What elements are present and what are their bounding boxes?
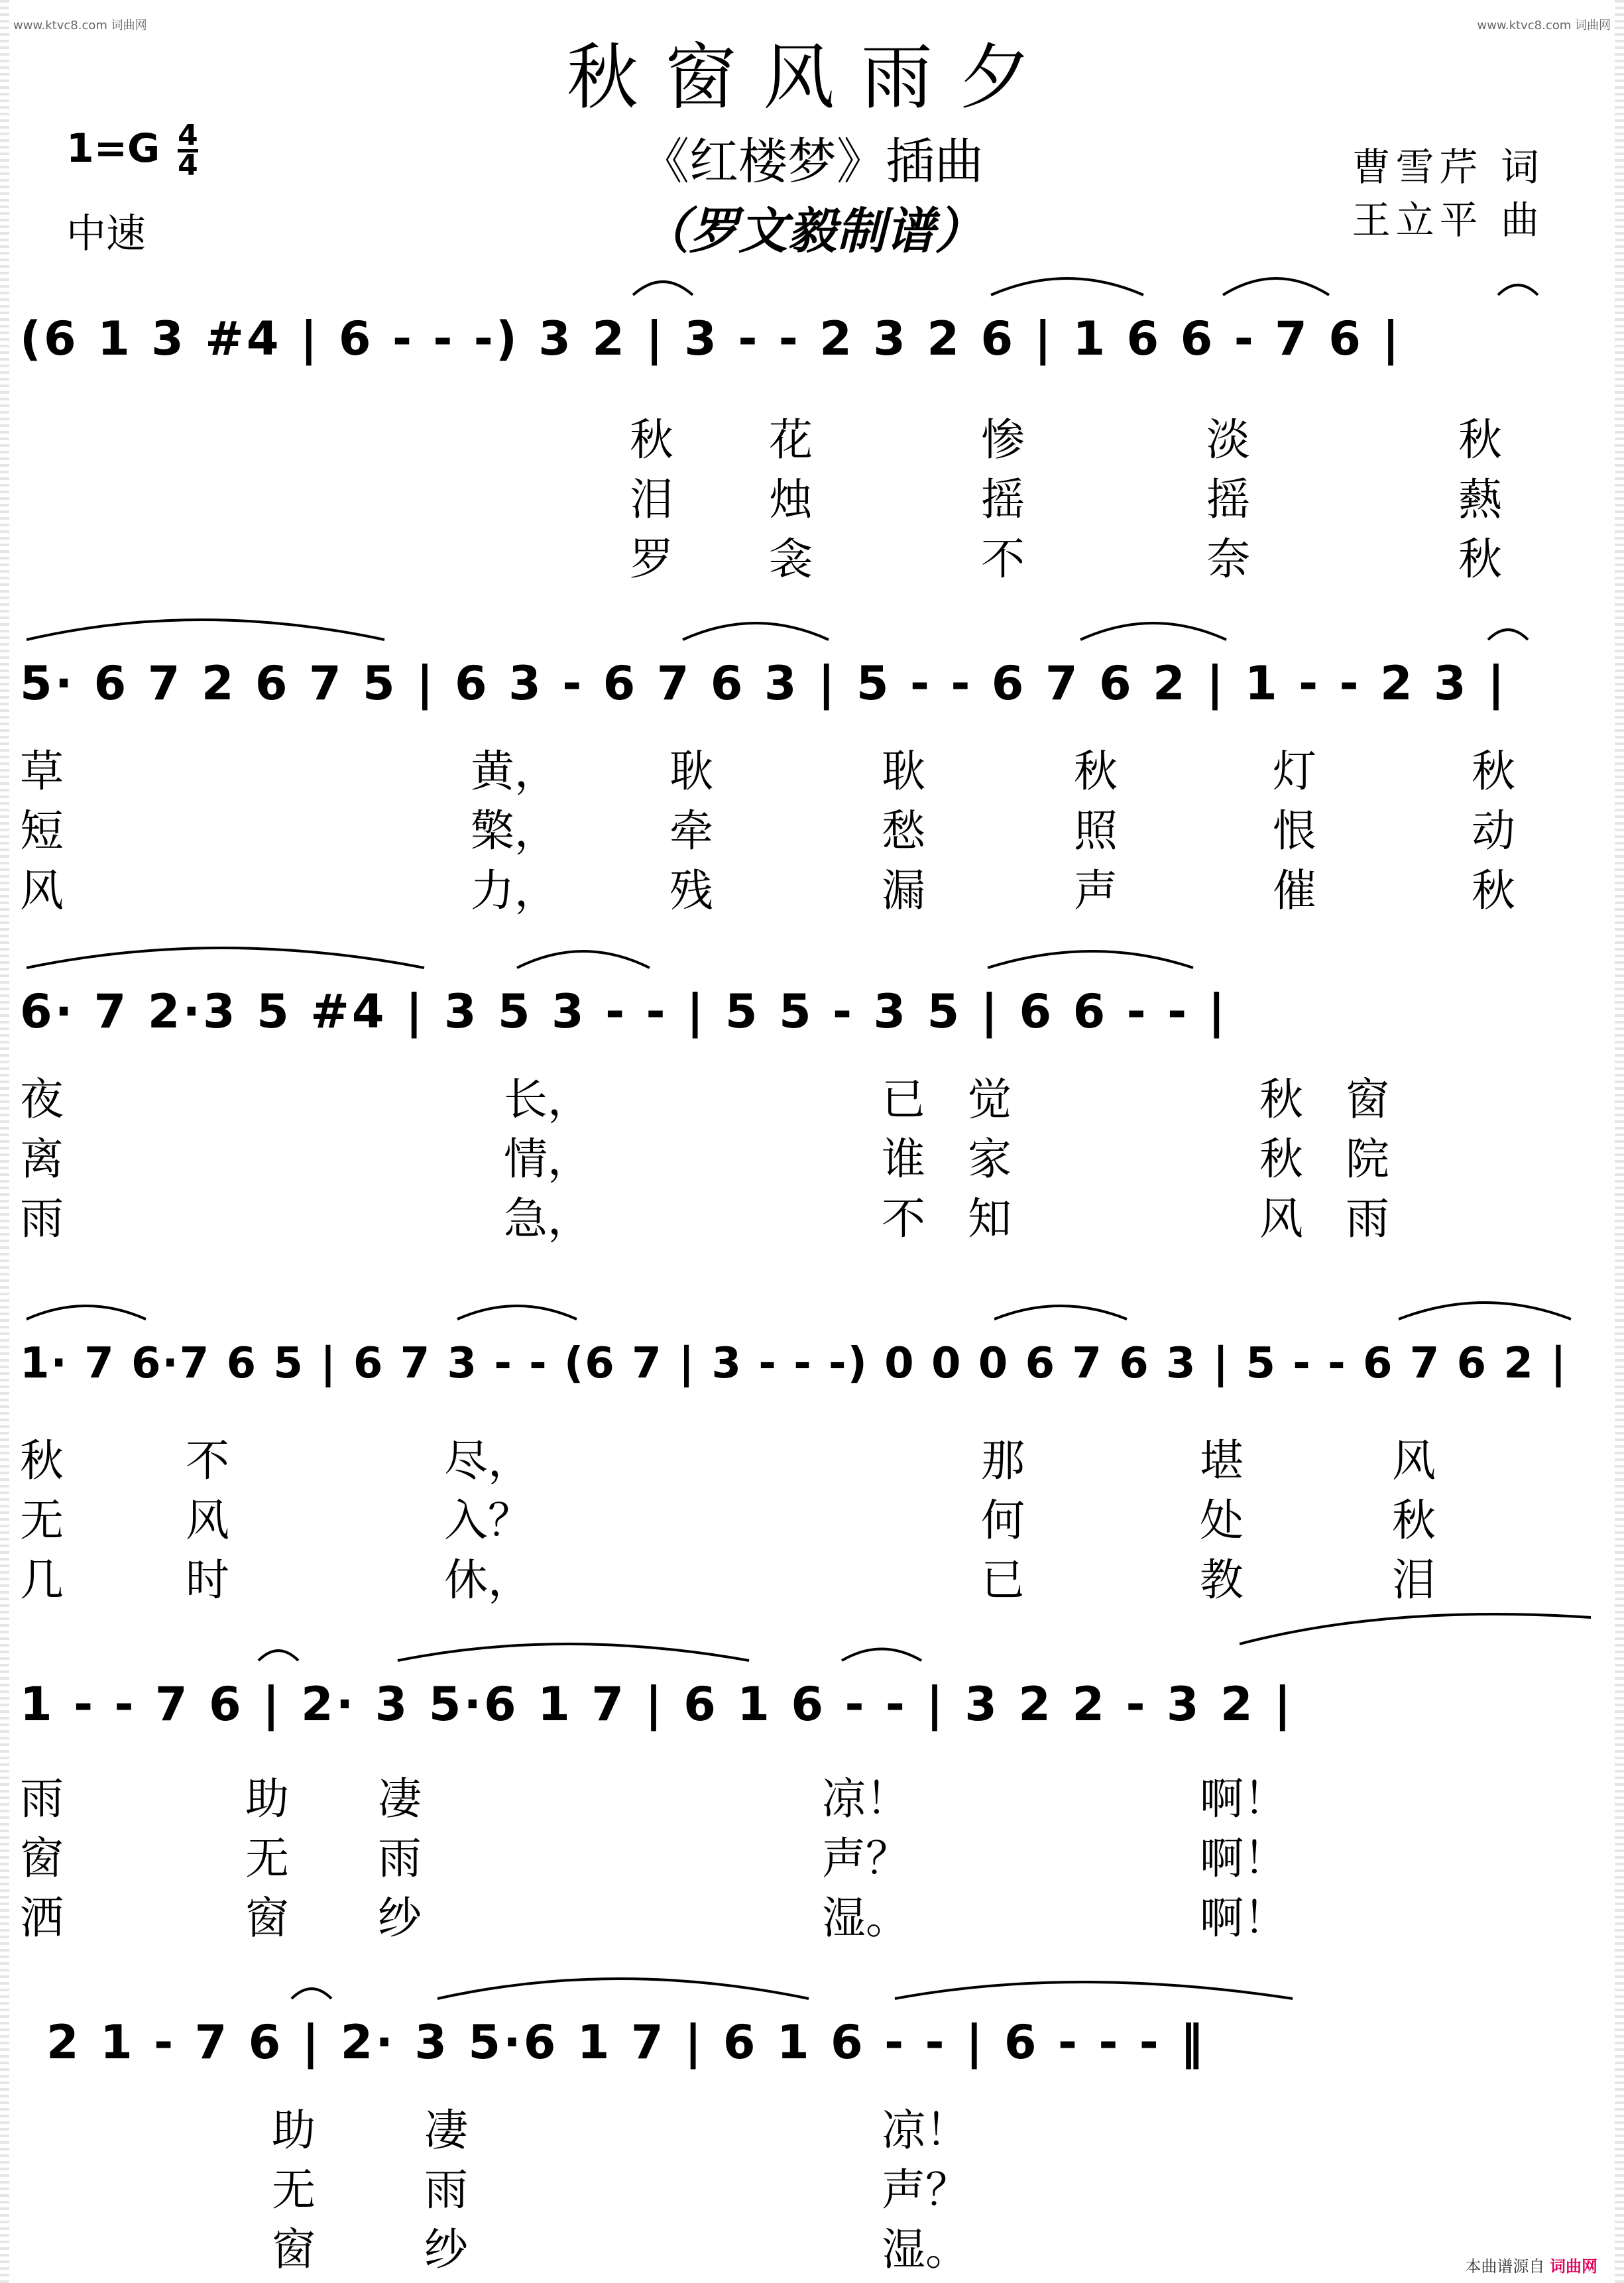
lyric-syllable: 凄 [378,1773,422,1824]
lyric-syllable: 风 [1392,1435,1436,1486]
source-footer [1465,2253,1597,2276]
lyric-syllable: 凉！ [882,2105,969,2156]
lyric-syllable: 窗 [245,1893,289,1944]
lyric-syllable: 雨 [1346,1193,1389,1244]
lyric-syllable: 谁 [882,1134,925,1185]
lyric-syllable: 洒 [20,1893,64,1944]
slur-arc [1488,630,1528,640]
lyric-syllable: 恨 [1273,805,1316,856]
lyric-syllable: 照 [1074,805,1118,856]
lyric-syllable: 纱 [424,2224,468,2275]
lyric-syllable: 秋 [630,414,673,465]
slur-arc [683,623,829,640]
slur-arc [292,1989,331,1999]
slur-arc [457,1306,577,1319]
lyric-syllable: 黄， [471,746,558,797]
lyricist-credit: 曹雪芹 词 [1352,145,1544,190]
lyric-syllable: 助 [272,2105,316,2156]
slur-arc [1498,285,1538,295]
lyric-syllable: 秋 [1458,414,1502,465]
slur-arc [27,948,424,968]
slur-arc [1240,1614,1591,1644]
lyric-syllable: 何 [981,1495,1025,1546]
slur-arc [398,1644,749,1661]
slur-arc [633,282,693,295]
lyric-syllable: 无 [20,1495,64,1546]
lyric-syllable: 短 [20,805,64,856]
lyric-syllable: 雨 [20,1773,64,1824]
lyric-syllable: 花 [769,414,813,465]
lyric-syllable: 不 [882,1193,925,1244]
time-denominator: 4 [178,148,198,182]
notes-text: 6· 7 2·3 5 #4 | 3 5 3 - - | 5 5 - 3 5 | 6 6 - - | [20,984,1228,1039]
lyric-syllable: 动 [1472,805,1515,856]
lyric-syllable: 窗 [1346,1074,1389,1125]
slur-arc [1223,278,1329,295]
lyric-syllable: 惨 [981,414,1025,465]
lyric-syllable: 无 [245,1833,289,1884]
lyric-syllable: 湿。 [822,1893,909,1944]
lyric-syllable: 那 [981,1435,1025,1486]
lyric-syllable: 风 [186,1495,229,1546]
slur-arc [1399,1303,1571,1319]
lyric-syllable: 凉！ [822,1773,909,1824]
lyric-syllable: 知 [968,1193,1012,1244]
lyric-syllable: 草 [20,746,64,797]
lyric-syllable: 不 [186,1435,229,1486]
notes-text: 1 - - 7 6 | 2· 3 5·6 1 7 | 6 1 6 - - | 3 2 2 - 3 2 | [20,1677,1294,1731]
lyric-syllable: 风 [20,865,64,916]
lyric-syllable: 处 [1200,1495,1244,1546]
lyric-syllable: 声？ [822,1833,909,1884]
lyric-syllable: 夜 [20,1074,64,1125]
lyric-syllable: 衾 [769,534,813,585]
lyric-syllable: 秋 [1472,865,1515,916]
lyric-syllable: 急， [504,1193,591,1244]
lyric-syllable: 摇 [1206,474,1250,525]
lyric-syllable: 已 [882,1074,925,1125]
slur-arc [842,1649,921,1661]
slur-arc [1080,623,1226,640]
lyric-syllable: 离 [20,1134,64,1185]
lyric-syllable: 耿 [669,746,713,797]
lyric-syllable: 烛 [769,474,813,525]
lyric-syllable: 秋 [1392,1495,1436,1546]
lyric-syllable: 几 [20,1554,64,1606]
lyric-syllable: 雨 [424,2164,468,2215]
lyric-syllable: 时 [186,1554,229,1606]
lyric-syllable: 雨 [20,1193,64,1244]
lyric-syllable: 秋 [1472,746,1515,797]
key-text: 1=G [66,125,160,172]
slur-arc [991,278,1143,295]
lyric-syllable: 情， [504,1134,591,1185]
lyric-syllable: 雨 [378,1833,422,1884]
lyric-syllable: 灯 [1273,746,1316,797]
lyric-syllable: 檠， [471,805,558,856]
slur-arc [994,1306,1127,1319]
lyric-syllable: 爇 [1458,474,1502,525]
lyric-syllable: 纱 [378,1893,422,1944]
lyric-syllable: 声 [1074,865,1118,916]
lyric-syllable: 入？ [444,1495,532,1546]
lyric-syllable: 家 [968,1134,1012,1185]
notes-text: 2 1 - 7 6 | 2· 3 5·6 1 7 | 6 1 6 - - | 6 - - - ‖ [46,2015,1206,2070]
lyric-syllable: 湿。 [882,2224,969,2275]
brand-logo-text: 词曲网 [1550,2257,1597,2276]
lyric-syllable: 无 [272,2164,316,2215]
lyric-syllable: 愁 [882,805,925,856]
lyric-syllable: 残 [669,865,713,916]
lyric-syllable: 罗 [630,534,673,585]
notes-text: 1· 7 6·7 6 5 | 6 7 3 - - (6 7 | 3 - - -) 0 0 0 6 7 6 3 | 5 - - 6 7 6 2 | [20,1339,1568,1388]
lyric-syllable: 奈 [1206,534,1250,585]
slur-arc [27,1306,146,1319]
lyric-syllable: 力， [471,865,558,916]
lyric-syllable: 啊！ [1200,1833,1287,1884]
lyric-syllable: 助 [245,1773,289,1824]
song-subtitle: 《红楼梦》插曲 [640,133,984,190]
lyric-syllable: 风 [1259,1193,1303,1244]
arranger-note: （罗文毅制谱） [640,203,984,260]
lyric-syllable: 声？ [882,2164,969,2215]
slur-arc [259,1651,298,1661]
song-title: 秋窗风雨夕 [566,36,1057,119]
lyric-syllable: 催 [1273,865,1316,916]
lyric-syllable: 啊！ [1200,1773,1287,1824]
lyric-syllable: 漏 [882,865,925,916]
lyric-syllable: 窗 [272,2224,316,2275]
lyric-syllable: 摇 [981,474,1025,525]
lyric-syllable: 秋 [1259,1074,1303,1125]
lyric-syllable: 秋 [1259,1134,1303,1185]
lyric-syllable: 泪 [630,474,673,525]
lyric-syllable: 已 [981,1554,1025,1606]
lyric-syllable: 秋 [20,1435,64,1486]
lyric-syllable: 教 [1200,1554,1244,1606]
lyric-syllable: 不 [981,534,1025,585]
lyric-syllable: 秋 [1074,746,1118,797]
composer-credit: 王立平 曲 [1352,198,1544,243]
lyric-syllable: 堪 [1200,1435,1244,1486]
source-text: 本曲谱源自 [1465,2257,1545,2276]
lyric-syllable: 泪 [1392,1554,1436,1606]
lyric-syllable: 牵 [669,805,713,856]
slur-arc [988,951,1193,968]
lyric-syllable: 耿 [882,746,925,797]
lyric-syllable: 尽， [444,1435,532,1486]
notes-text: 5· 6 7 2 6 7 5 | 6 3 - 6 7 6 3 | 5 - - 6 7 6 2 | 1 - - 2 3 | [20,656,1507,711]
lyric-syllable: 觉 [968,1074,1012,1125]
lyric-syllable: 窗 [20,1833,64,1884]
slur-arc [895,1982,1293,1999]
lyric-syllable: 院 [1346,1134,1389,1185]
tempo-marking: 中速 [66,211,146,257]
slur-arc [517,951,650,968]
lyric-syllable: 秋 [1458,534,1502,585]
lyric-syllable: 凄 [424,2105,468,2156]
slur-arc [27,620,384,640]
site-watermark-left: www.ktvc8.com 词曲网 [13,19,147,32]
notes-text: (6 1 3 #4 | 6 - - -) 3 2 | 3 - - 2 3 2 6 | 1 6 6 - 7 6 | [20,312,1402,366]
lyric-syllable: 淡 [1206,414,1250,465]
time-numerator: 4 [178,119,198,152]
lyric-syllable: 休， [444,1554,532,1606]
lyric-syllable: 啊！ [1200,1893,1287,1944]
slur-arc [437,1979,809,1999]
lyric-syllable: 长， [504,1074,591,1125]
site-watermark-right: www.ktvc8.com 词曲网 [1477,19,1611,32]
